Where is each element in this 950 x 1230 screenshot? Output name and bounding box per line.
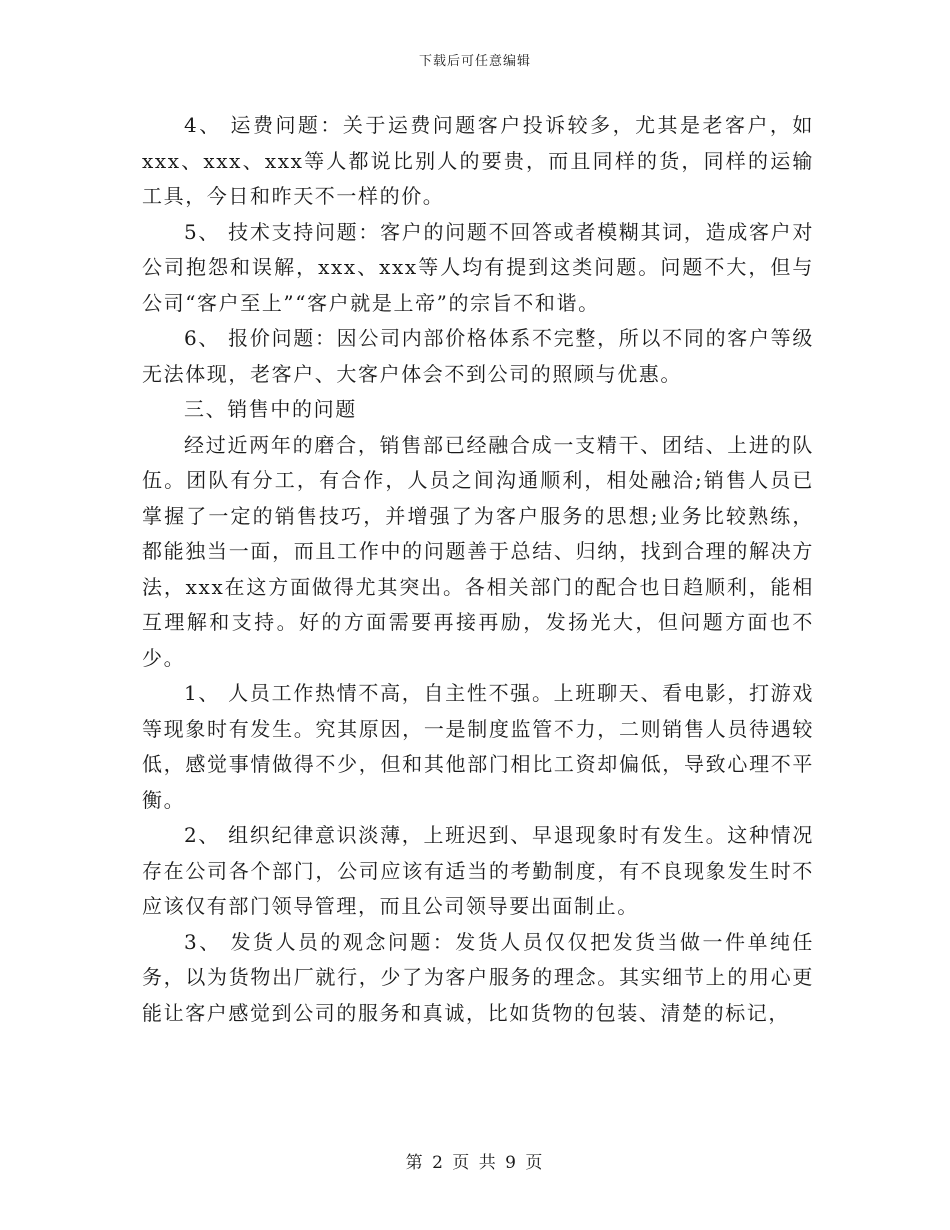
paragraph-tech-support-issue: 5、 技术支持问题：客户的问题不回答或者模糊其词，造成客户对公司抱怨和误解，xxx、xxx等人均有提到这类问题。问题不大，但与公司“客户至上”“客户就是上帝”的宗旨不和谐。 (142, 219, 814, 315)
paragraph-discipline: 2、 组织纪律意识淡薄，上班迟到、早退现象时有发生。这种情况存在公司各个部门，公司应该有适当的考勤制度，有不良现象发生时不应该仅有部门领导管理，而且公司领导要出面制止。 (142, 823, 814, 918)
document-body (142, 108, 814, 1031)
paragraph-sales-team-overview: 经过近两年的磨合，销售部已经融合成一支精干、团结、上进的队伍。团队有分工，有合作，人员之间沟通顺利，相处融洽;销售人员已掌握了一定的销售技巧，并增强了为客户服务的思想;业务比较熟练，都能独当一面，而且工作中的问题善于总结、归纳，找到合理的解决方法，xxx在这方面做得尤其突出。各相关部门的配合也日趋顺利，能相互理解和支持。好的方面需要再接再励，发扬光大，但问题方面也不少。 (142, 432, 814, 670)
paragraph-work-enthusiasm: 1、 人员工作热情不高，自主性不强。上班聊天、看电影，打游戏等现象时有发生。究其原因，一是制度监管不力，二则销售人员待遇较低，感觉事情做得不少，但和其他部门相比工资却偏低，导致心理不平衡。 (142, 681, 814, 812)
paragraph-quote-issue: 6、 报价问题：因公司内部价格体系不完整，所以不同的客户等级无法体现，老客户、大客户体会不到公司的照顾与优惠。 (142, 326, 814, 386)
section-heading-sales-issues: 三、销售中的问题 (184, 397, 357, 421)
page-header: 下载后可任意编辑 (418, 54, 531, 69)
page-footer-page-number: 第 2 页 共 9 页 (405, 1153, 545, 1173)
paragraph-shipping-staff: 3、 发货人员的观念问题：发货人员仅仅把发货当做一件单纯任务，以为货物出厂就行，少了为客户服务的理念。其实细节上的用心更能让客户感觉到公司的服务和真诚，比如货物的包装、清楚的标记， (142, 929, 814, 1025)
paragraph-freight-issue: 4、 运费问题：关于运费问题客户投诉较多，尤其是老客户，如xxx、xxx、xxx等人都说比别人的要贵，而且同样的货，同样的运输工具，今日和昨天不一样的价。 (142, 113, 814, 208)
